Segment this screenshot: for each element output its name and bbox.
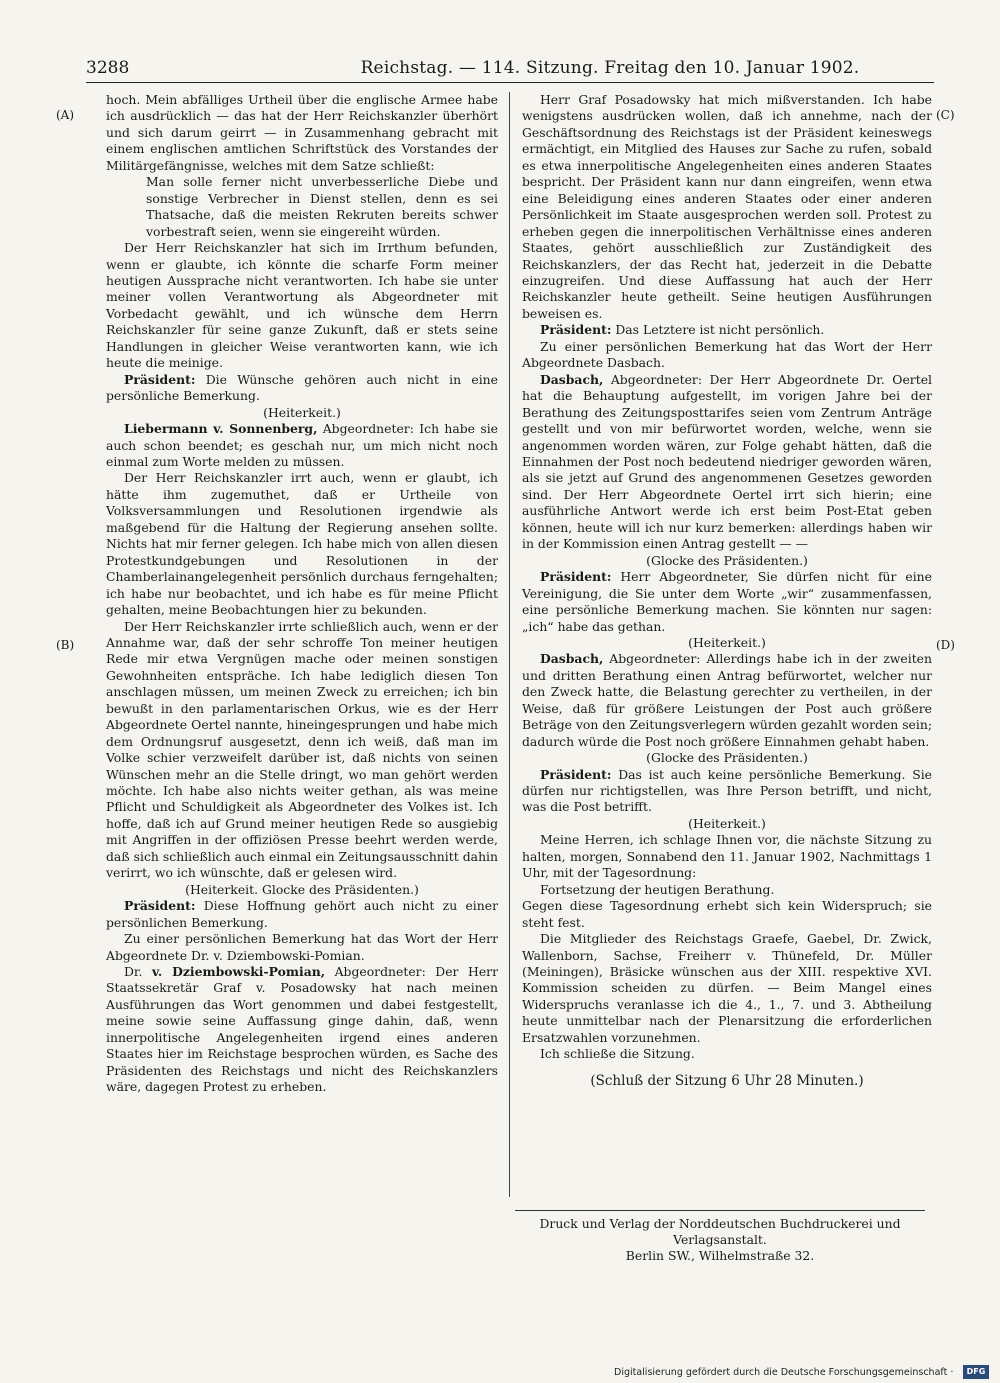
- margin-marker-b: (B): [56, 638, 75, 652]
- paragraph: [522, 767, 932, 816]
- agenda-item: Fortsetzung der heutigen Berathung.: [540, 881, 775, 897]
- speaker-name: v. Dziembowski-Pomian,: [151, 964, 326, 980]
- speaker-name: Liebermann v. Sonnenberg,: [124, 421, 318, 437]
- speaker-name: Präsident:: [540, 766, 612, 782]
- paragraph: [106, 964, 498, 1096]
- margin-marker-c: (C): [936, 108, 955, 122]
- printer-imprint: [515, 1216, 925, 1264]
- paragraph: hoch. Mein abfälliges Urtheil über die englische Armee habe ich ausdrücklich — das hat der Herr Reichskanzler überhört und sich darum geirrt — in Zusammenhang gebracht mit einem englischen amtlichen Schriftstück des Vorstandes der Militärgefängnisse, welches mit dem Satze schließt:: [106, 92, 498, 173]
- paragraph: Zu einer persönlichen Bemerkung hat das Wort der Herr Abgeordnete Dasbach.: [522, 338, 932, 371]
- margin-marker-d: (D): [936, 638, 955, 652]
- interjection: (Glocke des Präsidenten.): [646, 552, 808, 568]
- speech-text: Das Letztere ist nicht persönlich.: [611, 322, 825, 338]
- paragraph: [106, 421, 498, 470]
- paragraph: Meine Herren, ich schlage Ihnen vor, die nächste Sitzung zu halten, morgen, Sonnabend den 11. Januar 1902, Nachmittags 1 Uhr, mit der Tagesordnung:: [522, 832, 932, 881]
- speech-text: Die Wünsche gehören auch nicht in eine persönliche Bemerkung.: [106, 371, 498, 404]
- paragraph: Herr Graf Posadowsky hat mich mißverstanden. Ich habe wenigstens ausdrücken wollen, daß ich annehme, nach der Geschäftsordnung des Reichstags ist der Präsident keineswegs ermächtigt, ein Mitglied des Hauses zur Sache zu rufen, sobald es etwa innerpolitische Angelegenheiten eines anderen Staates bespricht. Der Präsident kann nur dann eingreifen, wenn etwa eine Beleidigung eines anderen Staates oder einer anderen Persönlichkeit im Staate ausgesprochen werden soll. Protest zu erheben gegen die innerpolitischen Verhältnisse eines anderen Staates, gehört ausschließlich zur Zuständigkeit des Reichskanzlers, der das Recht hat, jederzeit in die Debatte einzugreifen. Und diese Auffassung hat auch der Herr Reichskanzler heute getheilt. Seine heutigen Ausführungen beweisen es.: [522, 92, 932, 321]
- paragraph: [106, 372, 498, 405]
- interjection: (Heiterkeit.): [688, 634, 766, 650]
- margin-marker-a: (A): [56, 108, 75, 122]
- column-divider: [509, 92, 510, 1197]
- speech-text: Abgeordneter: Ich habe sie auch schon beendet; es geschah nur, um mich nicht noch einmal zum Worte melden zu müssen.: [106, 421, 498, 469]
- paragraph: [522, 372, 932, 553]
- footer-rule: [515, 1210, 925, 1211]
- page-number: 3288: [86, 58, 130, 78]
- paragraph: [522, 569, 932, 635]
- paragraph: [522, 322, 932, 338]
- quotation: Man solle ferner nicht unverbesserliche Diebe und sonstige Verbrecher in Dienst stellen, denn es sei Thatsache, daß die meisten Rekruten bereits schwer vorbestraft seien, wenn sie eingereiht würden.: [146, 174, 498, 239]
- dfg-logo: DFG: [963, 1365, 989, 1379]
- speaker-name: Präsident:: [124, 898, 196, 914]
- page-header: [86, 56, 934, 83]
- paragraph: Gegen diese Tagesordnung erhebt sich kein Widerspruch; sie steht fest.: [522, 898, 932, 930]
- speech-text: Diese Hoffnung gehört auch nicht zu einer persönlichen Bemerkung.: [106, 898, 498, 930]
- speaker-name: Präsident:: [540, 322, 612, 338]
- speech-text: Das ist auch keine persönliche Bemerkung. Sie dürfen nur richtigstellen, was Ihre Person betrifft, und nicht, was die Post betrifft.: [522, 766, 932, 815]
- interjection: (Heiterkeit. Glocke des Präsidenten.): [185, 881, 419, 897]
- speaker-name: Dasbach,: [540, 651, 604, 667]
- speaker-name: Dasbach,: [540, 371, 604, 387]
- paragraph: Die Mitglieder des Reichstags Graefe, Gaebel, Dr. Zwick, Wallenborn, Sachse, Freiherr v. Thünefeld, Dr. Müller (Meiningen), Bräsicke wünschen aus der XIII. respektive XVI. Kommission scheiden zu dürfen. — Beim Mangel eines Widerspruchs veranlasse ich die 4., 1., 7. und 3. Abtheilung heute unmittelbar nach der Plenarsitzung die erforderlichen Ersatzwahlen vorzunehmen.: [522, 931, 932, 1045]
- paragraph: Der Herr Reichskanzler hat sich im Irrthum befunden, wenn er glaubte, ich könnte die scharfe Form meiner heutigen Aussprache nicht verantworten. Ich habe sie unter meiner vollen Verantwortung als Abgeordneter mit Vorbedacht gewählt, und ich wünsche dem Herrn Reichskanzler für seine ganze Zukunft, daß er stets seine Handlungen in gleicher Weise verantworten kann, wie ich heute die meinige.: [106, 240, 498, 371]
- paragraph: Zu einer persönlichen Bemerkung hat das Wort der Herr Abgeordnete Dr. v. Dziembowski-Pomian.: [106, 931, 498, 963]
- digitization-note: Digitalisierung gefördert durch die Deutsche Forschungsgemeinschaft ·: [614, 1367, 954, 1378]
- speaker-title: Dr.: [124, 964, 152, 980]
- speech-text: Abgeordneter: Allerdings habe ich in der zweiten und dritten Berathung einen Antrag befürwortet, welcher nur den Zweck hatte, die Belastung gerechter zu vertheilen, in der Weise, daß für größere Leistungen der Post auch größere Beträge von den Zeitungsverlegern würden gezahlt worden sein; dadurch würde die Post noch größere Einnahmen gehabt haben.: [522, 651, 932, 749]
- right-column: [522, 92, 932, 1089]
- imprint-line: Berlin SW., Wilhelmstraße 32.: [625, 1248, 815, 1263]
- left-column: [106, 92, 498, 1096]
- imprint-line: Druck und Verlag der Norddeutschen Buchdruckerei und Verlagsanstalt.: [539, 1216, 901, 1247]
- paragraph: Der Herr Reichskanzler irrt auch, wenn er glaubt, ich hätte ihm zugemuthet, daß er Urtheile von Volksversammlungen und Resolutionen irgendwie als maßgebend für die Haltung der Regierung ansehen sollte. Nichts hat mir ferner gelegen. Ich habe mich von allen diesen Protestkundgebungen und Resolutionen in der Chamberlainangelegenheit persönlich durchaus ferngehalten; ich habe nur beobachtet, und ich habe es für meine Pflicht gehalten, meine Beobachtungen hier zu bekunden.: [106, 470, 498, 618]
- interjection: (Glocke des Präsidenten.): [646, 750, 808, 766]
- paragraph: [522, 651, 932, 750]
- speech-text: Abgeordneter: Der Herr Staatssekretär Graf v. Posadowsky hat nach meinen Ausführungen das Wort genommen und dabei festgestellt, meine sowie seine Auffassung ginge dahin, daß, wenn innerpolitische Angelegenheiten irgend eines anderen Staates hier im Reichstage besprochen würden, es Sache des Präsidenten des Reichstags und nicht des Reichskanzlers wäre, dagegen Protest zu erheben.: [106, 964, 498, 1095]
- session-close: (Schluß der Sitzung 6 Uhr 28 Minuten.): [590, 1072, 864, 1089]
- paragraph: [106, 898, 498, 931]
- speaker-name: Präsident:: [124, 371, 196, 387]
- running-title: Reichstag. — 114. Sitzung. Freitag den 10. Januar 1902.: [360, 58, 860, 78]
- paragraph: Ich schließe die Sitzung.: [540, 1046, 695, 1062]
- interjection: (Heiterkeit.): [688, 815, 766, 831]
- paragraph: Der Herr Reichskanzler irrte schließlich auch, wenn er der Annahme war, daß der sehr schroffe Ton meiner heutigen Rede mir etwa Vergnügen mache oder meinen sonstigen Gewohnheiten entspräche. Ich habe lediglich diesen Ton anschlagen müssen, um meinen Zweck zu erreichen; ich bin bewußt in den parlamentarischen Orkus, wie es der Herr Abgeordnete Oertel nannte, hineingesprungen und habe mich dem Ordnungsruf ausgesetzt, denn ich weiß, daß man im Volke schier verzweifelt darüber ist, daß nichts von seinen Wünschen mehr an die Stelle dringt, wo man gehört werden möchte. Ich habe also nichts weiter gethan, als was meine Pflicht und Schuldigkeit als Abgeordneter des Volkes ist. Ich hoffe, daß ich auf Grund meiner heutigen Rede so ausgiebig mit Angriffen in der offiziösen Presse beehrt werden werde, daß sich schließlich auch einmal ein Zeitungsausschnitt dahin verirrt, wo ich wünschte, daß er gelesen wird.: [106, 618, 498, 881]
- speech-text: Herr Abgeordneter, Sie dürfen nicht für eine Vereinigung, die Sie unter dem Worte „wir“ zusammenfassen, eine persönliche Bemerkung machen. Sie könnten nur sagen: „ich“ habe das gethan.: [522, 569, 932, 634]
- speaker-name: Präsident:: [540, 569, 612, 585]
- interjection: (Heiterkeit.): [263, 404, 341, 420]
- speech-text: Abgeordneter: Der Herr Abgeordnete Dr. Oertel hat die Behauptung aufgestellt, im vorigen Jahre bei der Berathung des Zeitungsposttarifes seien vom Zentrum Anträge gestellt und von mir befürwortet worden, welche, wenn sie angenommen worden wären, zur Folge gehabt hätten, daß die Einnahmen der Post noch bedeutend niedriger geworden wären, als sie jetzt auf Grund des angenommenen Gesetzes geworden sind. Der Herr Abgeordnete Oertel irrt sich hierin; eine ausführliche Antwort werde ich erst beim Post-Etat geben können, heute will ich nur kurz bemerken: allerdings haben wir in der Kommission einen Antrag gestellt — —: [522, 371, 932, 552]
